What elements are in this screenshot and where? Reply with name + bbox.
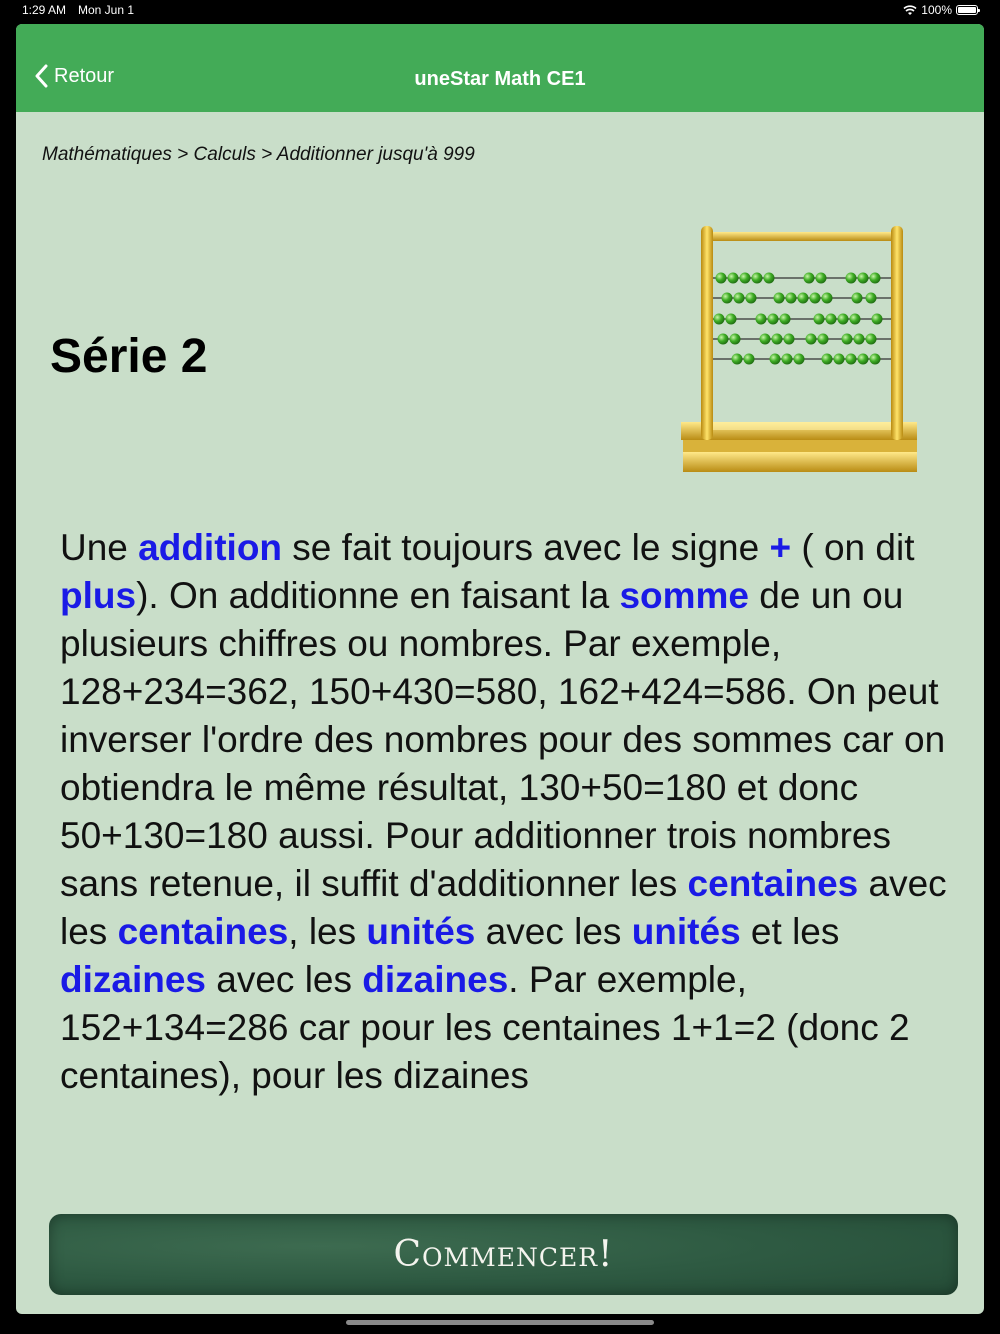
lesson-keyword: centaines bbox=[117, 911, 289, 952]
lesson-text bbox=[60, 524, 952, 1100]
lesson-text-segment: ( on dit bbox=[791, 527, 915, 568]
lesson-text-segment: et les bbox=[740, 911, 840, 952]
lesson-keyword: addition bbox=[138, 527, 283, 568]
abacus-illustration bbox=[661, 222, 923, 482]
lesson-keyword: unités bbox=[366, 911, 476, 952]
lesson-keyword: dizaines bbox=[362, 959, 509, 1000]
nav-title: uneStar Math CE1 bbox=[414, 68, 586, 90]
lesson-text-segment: avec les bbox=[475, 911, 632, 952]
series-title: Série 2 bbox=[50, 330, 208, 383]
status-date: Mon Jun 1 bbox=[78, 3, 135, 17]
start-button-label: Commencer! bbox=[393, 1234, 614, 1275]
start-button[interactable] bbox=[49, 1214, 958, 1295]
navigation-bar bbox=[16, 24, 984, 112]
lesson-text-segment: de un ou plusieurs chiffres ou nombres. Par exemple, 128+234=362, 150+430=580, 162+424=586. On peut inverser l'ordre des nombres pour des sommes car on obtiendra le même résultat, 130+50=180 et donc 50+130=180 aussi. Pour additionner trois nombres sans retenue, il suffit d'additionner les bbox=[60, 575, 946, 904]
lesson-keyword: centaines bbox=[687, 863, 859, 904]
back-label: Retour bbox=[54, 64, 115, 87]
lesson-keyword: somme bbox=[619, 575, 749, 616]
lesson-text-segment: avec les bbox=[60, 863, 947, 952]
lesson-keyword: dizaines bbox=[60, 959, 206, 1000]
lesson-text-segment: Une bbox=[60, 527, 139, 568]
lesson-text-segment: . Par exemple, 152+134=286 car pour les centaines 1+1=2 (donc 2 centaines), pour les dizaines bbox=[60, 959, 910, 1096]
breadcrumb: Mathématiques > Calculs > Additionner jusqu'à 999 bbox=[42, 144, 475, 165]
status-bar bbox=[0, 0, 1000, 22]
lesson-keyword: + bbox=[769, 527, 792, 568]
wifi-icon bbox=[903, 5, 917, 16]
lesson-keyword: plus bbox=[60, 575, 137, 616]
app-window bbox=[16, 24, 984, 1314]
lesson-text-segment: avec les bbox=[206, 959, 363, 1000]
home-indicator bbox=[346, 1320, 654, 1325]
lesson-text-segment: se fait toujours avec le signe bbox=[282, 527, 770, 568]
lesson-keyword: unités bbox=[631, 911, 741, 952]
lesson-text-segment: ). On additionne en faisant la bbox=[136, 575, 620, 616]
lesson-text-segment: , les bbox=[288, 911, 367, 952]
battery-percent: 100% bbox=[921, 3, 952, 17]
battery-icon bbox=[956, 5, 978, 15]
status-time: 1:29 AM bbox=[22, 3, 67, 17]
status-right bbox=[903, 3, 978, 17]
